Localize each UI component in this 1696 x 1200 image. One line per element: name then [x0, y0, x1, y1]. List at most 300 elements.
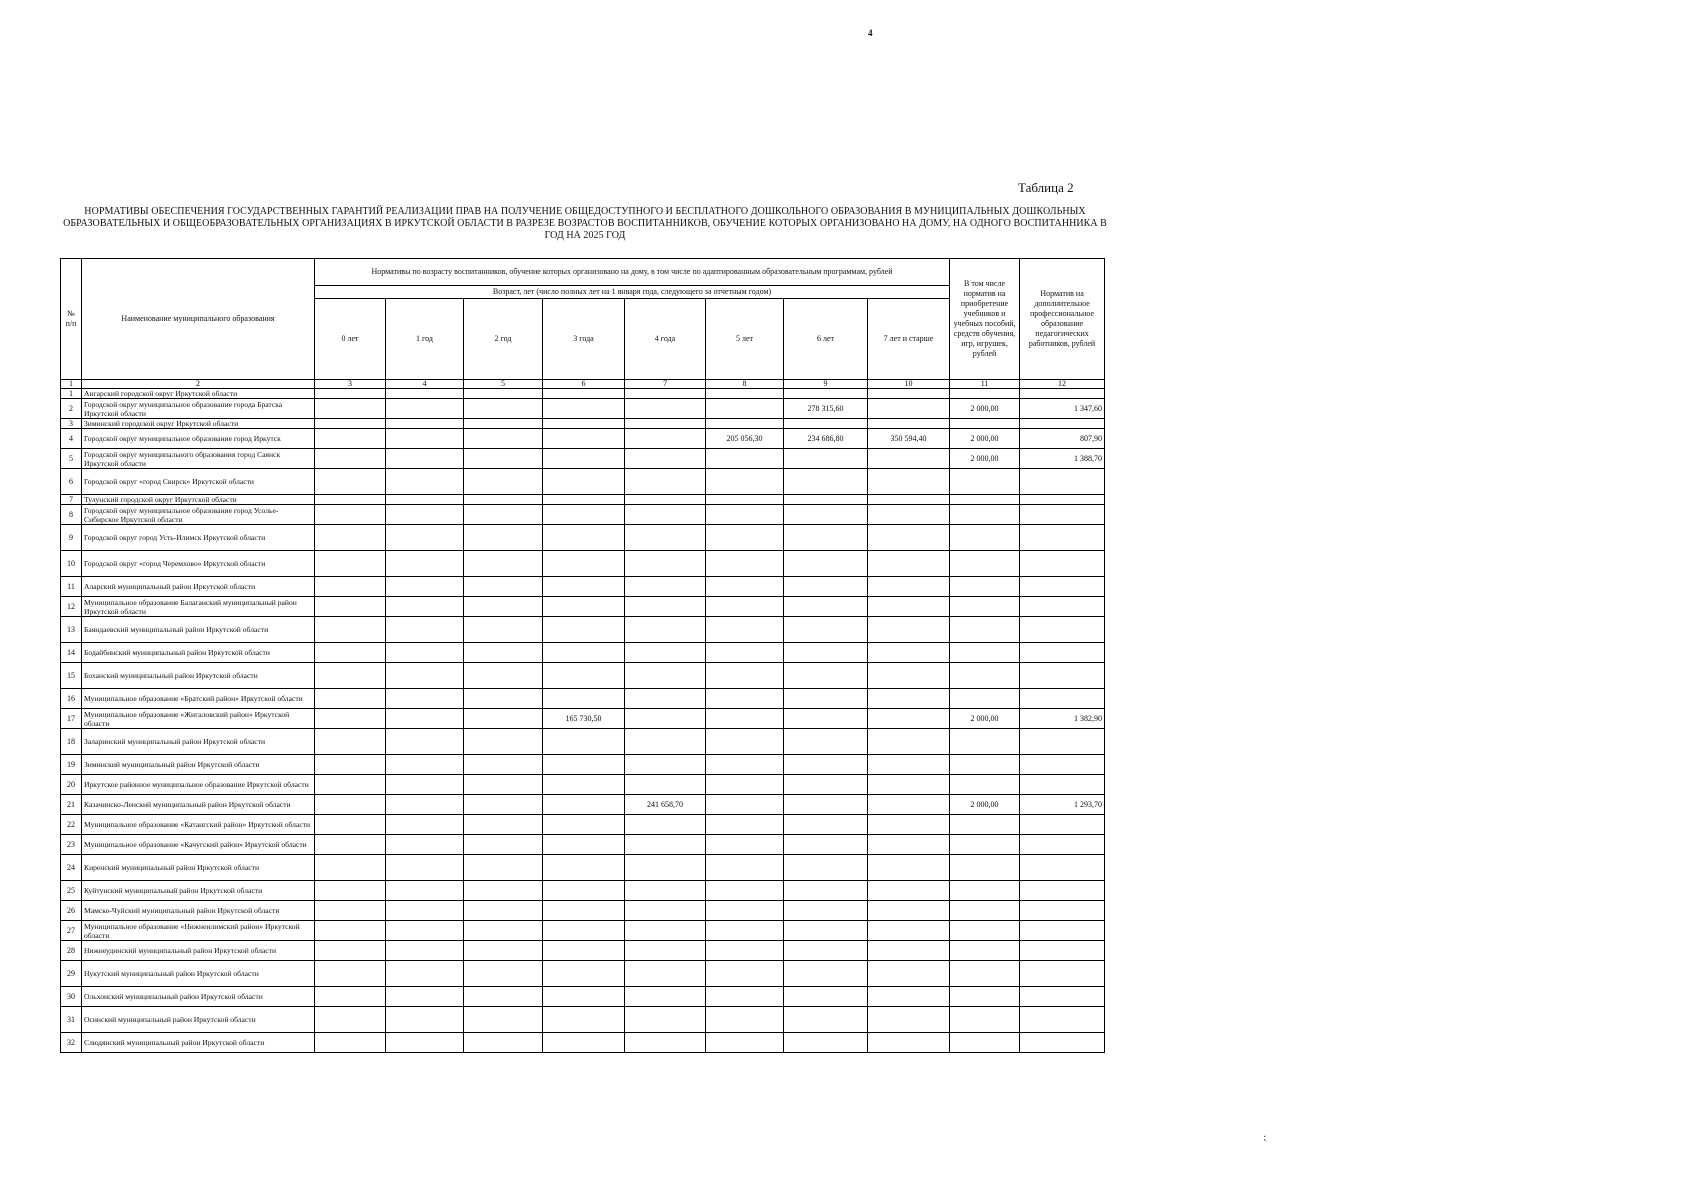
age-norm-cell — [625, 617, 706, 643]
textbook-norm-cell — [950, 961, 1020, 987]
textbook-norm-cell — [950, 525, 1020, 551]
row-number: 32 — [61, 1033, 82, 1053]
age-norm-cell — [784, 881, 868, 901]
age-norm-cell — [464, 901, 543, 921]
age-norm-cell — [543, 429, 625, 449]
textbook-norm-cell — [950, 389, 1020, 399]
age-norm-cell — [784, 835, 868, 855]
age-norm-cell — [464, 389, 543, 399]
row-number: 1 — [61, 389, 82, 399]
table-row — [61, 525, 1105, 551]
municipality-name: Киренский муниципальный район Иркутской области — [82, 855, 315, 881]
age-norm-cell — [464, 815, 543, 835]
age-norm-cell — [386, 525, 464, 551]
age-norm-cell — [315, 921, 386, 941]
age-norm-cell — [868, 1033, 950, 1053]
age-norm-cell — [315, 775, 386, 795]
age-norm-cell — [625, 419, 706, 429]
dpo-norm-cell — [1020, 525, 1105, 551]
age-norm-cell — [464, 835, 543, 855]
dpo-norm-cell — [1020, 775, 1105, 795]
age-norm-cell — [464, 755, 543, 775]
age-norm-cell — [386, 901, 464, 921]
dpo-norm-cell — [1020, 961, 1105, 987]
age-norm-cell — [868, 1007, 950, 1033]
column-number: 1 — [61, 380, 82, 389]
column-number: 11 — [950, 380, 1020, 389]
age-norm-cell — [868, 643, 950, 663]
header-norms-group: Нормативы по возрасту воспитанников, обучение которых организовано на дому, в том числе по адаптированным образовательным программам, рублей — [315, 259, 950, 286]
table-row — [61, 881, 1105, 901]
age-norm-cell — [315, 709, 386, 729]
textbook-norm-cell — [950, 987, 1020, 1007]
age-norm-cell — [315, 941, 386, 961]
age-norm-cell — [868, 835, 950, 855]
row-number: 7 — [61, 495, 82, 505]
row-number: 21 — [61, 795, 82, 815]
age-norm-cell — [386, 941, 464, 961]
row-number: 23 — [61, 835, 82, 855]
age-norm-cell — [464, 855, 543, 881]
age-norm-cell — [543, 941, 625, 961]
age-norm-cell — [706, 755, 784, 775]
age-norm-cell — [868, 389, 950, 399]
age-norm-cell — [706, 1007, 784, 1033]
age-norm-cell — [315, 663, 386, 689]
age-norm-cell — [706, 775, 784, 795]
age-norm-cell — [464, 1033, 543, 1053]
age-norm-cell — [386, 419, 464, 429]
age-norm-cell — [386, 1007, 464, 1033]
age-norm-cell — [868, 775, 950, 795]
row-number: 24 — [61, 855, 82, 881]
textbook-norm-cell — [950, 835, 1020, 855]
dpo-norm-cell — [1020, 663, 1105, 689]
textbook-norm-cell — [950, 881, 1020, 901]
table-row — [61, 419, 1105, 429]
table-row — [61, 689, 1105, 709]
row-number: 10 — [61, 551, 82, 577]
age-norm-cell — [784, 505, 868, 525]
age-norm-cell — [464, 505, 543, 525]
textbook-norm-cell — [950, 495, 1020, 505]
table-row — [61, 795, 1105, 815]
row-number: 30 — [61, 987, 82, 1007]
table-row — [61, 495, 1105, 505]
row-number: 29 — [61, 961, 82, 987]
age-norm-cell — [315, 835, 386, 855]
age-norm-cell — [784, 987, 868, 1007]
age-norm-cell — [625, 835, 706, 855]
age-norm-cell — [315, 495, 386, 505]
age-norm-cell — [625, 551, 706, 577]
age-norm-cell — [706, 921, 784, 941]
age-norm-cell — [464, 617, 543, 643]
age-norm-cell — [464, 987, 543, 1007]
age-norm-cell — [868, 941, 950, 961]
row-number: 18 — [61, 729, 82, 755]
column-number: 9 — [784, 380, 868, 389]
textbook-norm-cell: 2 000,00 — [950, 449, 1020, 469]
age-norm-cell — [315, 689, 386, 709]
age-norm-cell — [868, 815, 950, 835]
age-norm-cell — [386, 835, 464, 855]
age-norm-cell — [543, 505, 625, 525]
age-norm-cell — [625, 709, 706, 729]
row-number: 3 — [61, 419, 82, 429]
header-municipality: Наименование муниципального образования — [82, 259, 315, 380]
age-norm-cell — [386, 399, 464, 419]
age-norm-cell — [315, 469, 386, 495]
age-norm-cell — [706, 961, 784, 987]
row-number: 14 — [61, 643, 82, 663]
age-norm-cell — [315, 419, 386, 429]
municipality-name: Баяндаевский муниципальный район Иркутской области — [82, 617, 315, 643]
age-norm-cell — [464, 775, 543, 795]
textbook-norm-cell — [950, 755, 1020, 775]
row-number: 13 — [61, 617, 82, 643]
age-norm-cell — [625, 729, 706, 755]
age-norm-cell — [625, 689, 706, 709]
scan-mark: ⁏ — [1263, 1132, 1267, 1143]
age-norm-cell — [464, 881, 543, 901]
textbook-norm-cell — [950, 855, 1020, 881]
textbook-norm-cell — [950, 941, 1020, 961]
table-row — [61, 449, 1105, 469]
document-title: НОРМАТИВЫ ОБЕСПЕЧЕНИЯ ГОСУДАРСТВЕННЫХ ГАРАНТИЙ РЕАЛИЗАЦИИ ПРАВ НА ПОЛУЧЕНИЕ ОБЩЕДОСТУПНОГО И БЕСПЛАТНОГО ДОШКОЛЬНОГО ОБРАЗОВАНИЯ В МУНИЦИПАЛЬНЫХ ДОШКОЛЬНЫХ ОБРАЗОВАТЕЛЬНЫХ И ОБЩЕОБРАЗОВАТЕЛЬНЫХ ОРГАНИЗАЦИЯХ В ИРКУТСКОЙ ОБЛАСТИ В РАЗРЕЗЕ ВОЗРАСТОВ ВОСПИТАННИКОВ, ОБУЧЕНИЕ КОТОРЫХ ОРГАНИЗОВАНО НА ДОМУ, НА ОДНОГО ВОСПИТАННИКА В ГОД НА 2025 ГОД — [63, 206, 1107, 241]
age-norm-cell — [386, 643, 464, 663]
municipality-name: Зиминский городской округ Иркутской области — [82, 419, 315, 429]
municipality-name: Мамско-Чуйский муниципальный район Иркутской области — [82, 901, 315, 921]
textbook-norm-cell: 2 000,00 — [950, 429, 1020, 449]
age-norm-cell — [868, 987, 950, 1007]
age-norm-cell — [868, 921, 950, 941]
age-norm-cell — [464, 597, 543, 617]
dpo-norm-cell — [1020, 835, 1105, 855]
textbook-norm-cell — [950, 921, 1020, 941]
age-norm-cell — [543, 881, 625, 901]
age-norm-cell — [543, 551, 625, 577]
row-number: 22 — [61, 815, 82, 835]
dpo-norm-cell — [1020, 881, 1105, 901]
age-norm-cell — [315, 577, 386, 597]
row-number: 31 — [61, 1007, 82, 1033]
dpo-norm-cell — [1020, 495, 1105, 505]
age-norm-cell — [625, 815, 706, 835]
age-norm-cell — [625, 597, 706, 617]
age-norm-cell — [464, 399, 543, 419]
table-row — [61, 643, 1105, 663]
table-row — [61, 597, 1105, 617]
age-norm-cell — [706, 505, 784, 525]
dpo-norm-cell — [1020, 987, 1105, 1007]
textbook-norm-cell — [950, 617, 1020, 643]
age-norm-cell — [464, 689, 543, 709]
municipality-name: Муниципальное образование «Жигаловский район» Иркутской области — [82, 709, 315, 729]
age-norm-cell — [386, 617, 464, 643]
dpo-norm-cell: 1 382,90 — [1020, 709, 1105, 729]
age-norm-cell — [706, 449, 784, 469]
dpo-norm-cell — [1020, 729, 1105, 755]
age-norm-cell — [315, 755, 386, 775]
table-row — [61, 505, 1105, 525]
age-norm-cell — [706, 389, 784, 399]
age-norm-cell — [706, 941, 784, 961]
textbook-norm-cell — [950, 729, 1020, 755]
municipality-name: Бодайбинский муниципальный район Иркутской области — [82, 643, 315, 663]
age-norm-cell — [315, 729, 386, 755]
age-norm-cell — [625, 577, 706, 597]
municipality-name: Иркутское районное муниципальное образование Иркутской области — [82, 775, 315, 795]
age-norm-cell — [386, 961, 464, 987]
age-norm-cell — [625, 389, 706, 399]
age-norm-cell — [784, 617, 868, 643]
age-norm-cell — [543, 921, 625, 941]
age-norm-cell — [543, 389, 625, 399]
age-norm-cell — [315, 617, 386, 643]
age-norm-cell — [386, 987, 464, 1007]
age-norm-cell — [543, 815, 625, 835]
header-textbooks: В том числе норматив на приобретение учебников и учебных пособий, средств обучения, игр, игрушек, рублей — [950, 259, 1020, 380]
age-norm-cell — [625, 941, 706, 961]
dpo-norm-cell: 807,90 — [1020, 429, 1105, 449]
age-norm-cell — [706, 881, 784, 901]
age-norm-cell — [625, 901, 706, 921]
age-norm-cell — [464, 941, 543, 961]
dpo-norm-cell — [1020, 419, 1105, 429]
row-number: 6 — [61, 469, 82, 495]
age-norm-cell — [386, 815, 464, 835]
age-norm-cell — [543, 835, 625, 855]
age-norm-cell — [386, 881, 464, 901]
age-norm-cell: 165 730,50 — [543, 709, 625, 729]
dpo-norm-cell — [1020, 1033, 1105, 1053]
age-norm-cell — [386, 505, 464, 525]
age-norm-cell — [464, 525, 543, 551]
age-norm-cell — [543, 469, 625, 495]
age-norm-cell — [386, 855, 464, 881]
age-norm-cell — [386, 775, 464, 795]
age-norm-cell — [543, 643, 625, 663]
header-age-0: 0 лет — [315, 299, 386, 380]
age-norm-cell — [868, 961, 950, 987]
age-norm-cell — [784, 921, 868, 941]
age-norm-cell: 241 658,70 — [625, 795, 706, 815]
age-norm-cell — [868, 597, 950, 617]
textbook-norm-cell — [950, 419, 1020, 429]
age-norm-cell — [706, 901, 784, 921]
row-number: 27 — [61, 921, 82, 941]
dpo-norm-cell — [1020, 551, 1105, 577]
municipality-name: Тулунский городской округ Иркутской области — [82, 495, 315, 505]
age-norm-cell — [315, 505, 386, 525]
age-norm-cell — [464, 921, 543, 941]
municipality-name: Городской округ город Усть-Илимск Иркутской области — [82, 525, 315, 551]
dpo-norm-cell — [1020, 469, 1105, 495]
row-number: 12 — [61, 597, 82, 617]
municipality-name: Казачинско-Ленский муниципальный район Иркутской области — [82, 795, 315, 815]
age-norm-cell — [625, 881, 706, 901]
municipality-name: Нукутский муниципальный район Иркутской области — [82, 961, 315, 987]
header-age-3: 3 года — [543, 299, 625, 380]
age-norm-cell — [784, 597, 868, 617]
age-norm-cell — [464, 795, 543, 815]
table-row — [61, 429, 1105, 449]
age-norm-cell — [784, 643, 868, 663]
age-norm-cell — [625, 399, 706, 419]
age-norm-cell — [386, 551, 464, 577]
age-norm-cell — [625, 855, 706, 881]
dpo-norm-cell: 1 293,70 — [1020, 795, 1105, 815]
age-norm-cell — [386, 729, 464, 755]
age-norm-cell — [543, 419, 625, 429]
row-number: 28 — [61, 941, 82, 961]
age-norm-cell — [784, 961, 868, 987]
age-norm-cell — [543, 577, 625, 597]
age-norm-cell: 350 594,40 — [868, 429, 950, 449]
age-norm-cell — [543, 617, 625, 643]
age-norm-cell — [706, 597, 784, 617]
textbook-norm-cell — [950, 775, 1020, 795]
age-norm-cell — [543, 689, 625, 709]
table-row — [61, 399, 1105, 419]
header-age-7: 7 лет и старше — [868, 299, 950, 380]
age-norm-cell — [784, 709, 868, 729]
age-norm-cell — [543, 1033, 625, 1053]
header-age-5: 5 лет — [706, 299, 784, 380]
age-norm-cell — [386, 389, 464, 399]
column-number: 10 — [868, 380, 950, 389]
age-norm-cell — [386, 795, 464, 815]
age-norm-cell — [543, 449, 625, 469]
age-norm-cell — [868, 881, 950, 901]
row-number: 25 — [61, 881, 82, 901]
age-norm-cell — [464, 449, 543, 469]
dpo-norm-cell — [1020, 617, 1105, 643]
dpo-norm-cell: 1 388,70 — [1020, 449, 1105, 469]
age-norm-cell — [784, 419, 868, 429]
municipality-name: Боханский муниципальный район Иркутской области — [82, 663, 315, 689]
dpo-norm-cell — [1020, 855, 1105, 881]
table-row — [61, 709, 1105, 729]
textbook-norm-cell — [950, 663, 1020, 689]
row-number: 9 — [61, 525, 82, 551]
textbook-norm-cell — [950, 901, 1020, 921]
age-norm-cell — [464, 643, 543, 663]
age-norm-cell — [543, 775, 625, 795]
dpo-norm-cell — [1020, 755, 1105, 775]
age-norm-cell: 234 686,80 — [784, 429, 868, 449]
age-norm-cell — [386, 921, 464, 941]
age-norm-cell — [543, 495, 625, 505]
header-age-4: 4 года — [625, 299, 706, 380]
table-row — [61, 961, 1105, 987]
municipality-name: Заларинский муниципальный район Иркутской области — [82, 729, 315, 755]
municipality-name: Осинский муниципальный район Иркутской области — [82, 1007, 315, 1033]
column-number: 6 — [543, 380, 625, 389]
table-row — [61, 855, 1105, 881]
dpo-norm-cell — [1020, 389, 1105, 399]
table-row — [61, 941, 1105, 961]
textbook-norm-cell: 2 000,00 — [950, 399, 1020, 419]
age-norm-cell — [784, 855, 868, 881]
age-norm-cell — [464, 1007, 543, 1033]
age-norm-cell — [868, 577, 950, 597]
age-norm-cell — [464, 469, 543, 495]
column-number: 5 — [464, 380, 543, 389]
age-norm-cell — [784, 775, 868, 795]
age-norm-cell — [706, 525, 784, 551]
age-norm-cell — [315, 399, 386, 419]
age-norm-cell — [625, 755, 706, 775]
table-row — [61, 617, 1105, 643]
age-norm-cell — [625, 505, 706, 525]
age-norm-cell — [625, 525, 706, 551]
age-norm-cell — [543, 597, 625, 617]
table-row — [61, 775, 1105, 795]
norms-table — [60, 258, 1105, 1053]
age-norm-cell — [315, 449, 386, 469]
municipality-name: Муниципальное образование «Катангский район» Иркутской области — [82, 815, 315, 835]
age-norm-cell — [625, 775, 706, 795]
row-number: 2 — [61, 399, 82, 419]
municipality-name: Нижнеудинский муниципальный район Иркутской области — [82, 941, 315, 961]
age-norm-cell — [386, 755, 464, 775]
age-norm-cell — [868, 729, 950, 755]
table-row — [61, 729, 1105, 755]
age-norm-cell — [315, 389, 386, 399]
municipality-name: Городской округ «город Свирск» Иркутской области — [82, 469, 315, 495]
age-norm-cell — [315, 987, 386, 1007]
age-norm-cell — [625, 429, 706, 449]
dpo-norm-cell — [1020, 577, 1105, 597]
age-norm-cell — [784, 755, 868, 775]
age-norm-cell — [784, 729, 868, 755]
page-number: 4 — [868, 28, 873, 38]
age-norm-cell — [784, 941, 868, 961]
table-row — [61, 389, 1105, 399]
age-norm-cell — [706, 795, 784, 815]
dpo-norm-cell — [1020, 815, 1105, 835]
age-norm-cell — [315, 881, 386, 901]
age-norm-cell — [625, 961, 706, 987]
textbook-norm-cell — [950, 551, 1020, 577]
header-age-2: 2 год — [464, 299, 543, 380]
age-norm-cell — [784, 1007, 868, 1033]
age-norm-cell — [784, 795, 868, 815]
age-norm-cell — [625, 663, 706, 689]
age-norm-cell — [543, 755, 625, 775]
age-norm-cell — [315, 1007, 386, 1033]
textbook-norm-cell — [950, 597, 1020, 617]
age-norm-cell — [315, 525, 386, 551]
age-norm-cell — [706, 419, 784, 429]
textbook-norm-cell — [950, 1033, 1020, 1053]
age-norm-cell — [464, 729, 543, 755]
column-number-row — [61, 380, 1105, 389]
age-norm-cell — [543, 795, 625, 815]
row-number: 19 — [61, 755, 82, 775]
age-norm-cell — [868, 709, 950, 729]
age-norm-cell — [784, 551, 868, 577]
age-norm-cell — [464, 495, 543, 505]
age-norm-cell — [625, 1007, 706, 1033]
dpo-norm-cell — [1020, 689, 1105, 709]
age-norm-cell — [315, 855, 386, 881]
age-norm-cell — [543, 399, 625, 419]
age-norm-cell — [543, 1007, 625, 1033]
municipality-name: Муниципальное образование «Качугский район» Иркутской области — [82, 835, 315, 855]
